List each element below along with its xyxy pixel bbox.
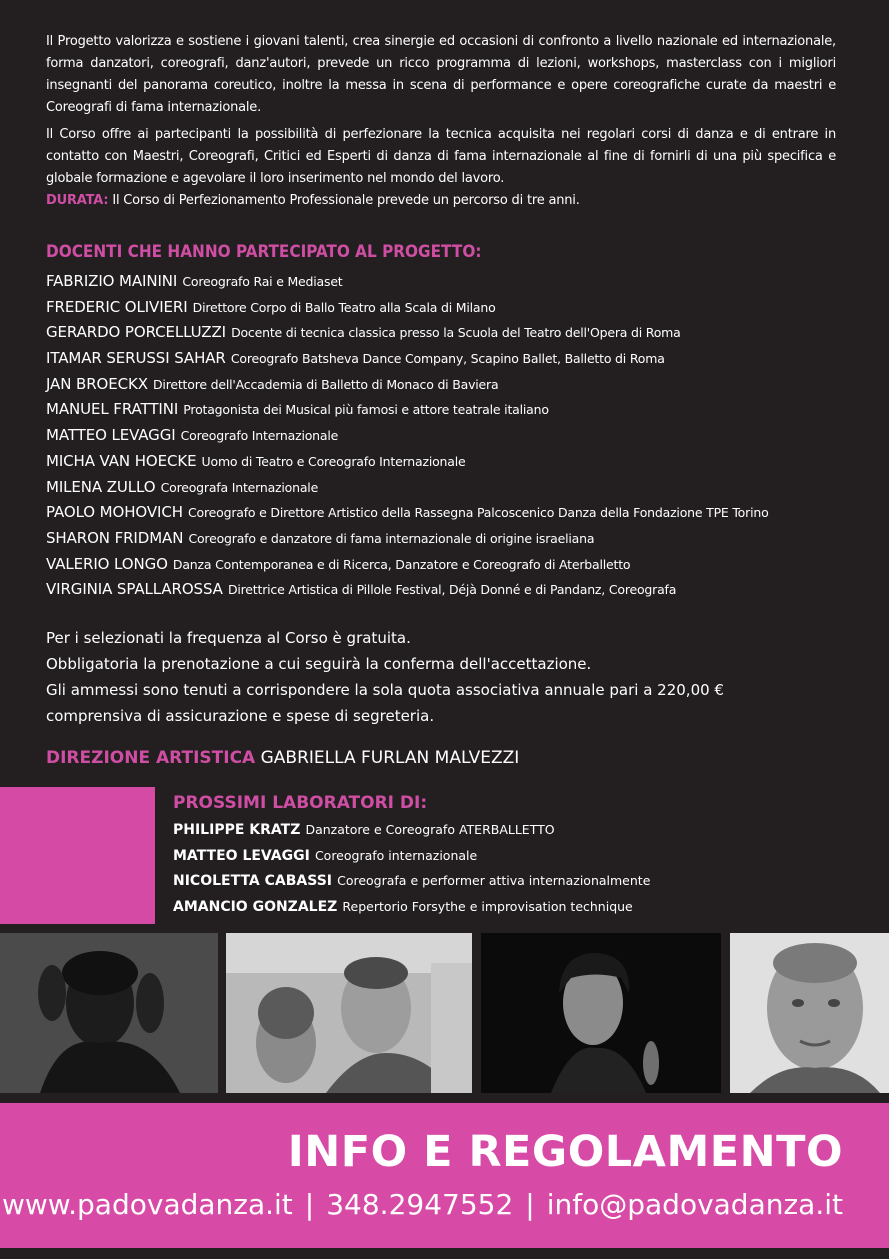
docente-name: PAOLO MOHOVICH (46, 503, 183, 522)
direzione-name: GABRIELLA FURLAN MALVEZZI (260, 748, 520, 768)
docente-name: SHARON FRIDMAN (46, 528, 184, 547)
durata-label: DURATA: (46, 193, 109, 208)
laboratori-title: PROSSIMI LABORATORI DI: (173, 793, 428, 813)
docente-role: Coreografa Internazionale (160, 479, 319, 495)
website-link[interactable]: www.padovadanza.it (2, 1188, 293, 1221)
docente-role: Direttore Corpo di Ballo Teatro alla Scala di Milano (192, 299, 496, 315)
intro-text (46, 31, 836, 212)
docente-item (46, 499, 846, 525)
laboratorio-role: Coreografa e performer attiva internazionalmente (337, 873, 651, 888)
intro-paragraph-2: Il Corso offre ai partecipanti la possibilità di perfezionare la tecnica acquisita nei regolari corsi di danza e di entrare in contatto con Maestri, Coreografi, Critici ed Esperti di danza di fama internazionale al fine di fornirli di una più specifica e globale formazione e agevolare il loro inserimento nel mondo del lavoro. (46, 127, 836, 186)
docenti-title: DOCENTI CHE HANNO PARTECIPATO AL PROGETTO: (46, 242, 482, 262)
docente-name: MATTEO LEVAGGI (46, 426, 176, 445)
docente-role: Coreografo Rai e Mediaset (182, 274, 343, 289)
docente-role: Danza Contemporanea e di Ricerca, Danzatore e Coreografo di Aterballetto (172, 556, 631, 572)
docente-item (46, 551, 846, 577)
info-line: comprensiva di assicurazione e spese di segreteria. (46, 707, 435, 725)
info-line: Per i selezionati la frequenza al Corso è gratuita. (46, 629, 411, 647)
laboratorio-role: Danzatore e Coreografo ATERBALLETTO (305, 822, 555, 837)
photo-dancer-3 (481, 933, 721, 1093)
docente-name: MILENA ZULLO (46, 477, 156, 496)
durata-text: Il Corso di Perfezionamento Professionale prevede un percorso di tre anni. (112, 193, 580, 208)
footer-contacts (2, 1188, 843, 1221)
laboratori-block (173, 790, 873, 918)
footer-banner (0, 1103, 889, 1248)
decorative-pink-block (0, 787, 155, 924)
docente-item (46, 576, 846, 602)
laboratorio-name: PHILIPPE KRATZ (173, 822, 301, 838)
docente-item (46, 294, 846, 320)
phone-number[interactable]: 348.2947552 (326, 1188, 514, 1221)
docente-name: JAN BROECKX (46, 374, 148, 393)
laboratori-list (173, 816, 873, 918)
docente-name: FREDERIC OLIVIERI (46, 297, 188, 316)
laboratorio-item (173, 893, 873, 919)
docente-name: ITAMAR SERUSSI SAHAR (46, 349, 226, 368)
info-line: Gli ammessi sono tenuti a corrispondere la sola quota associativa annuale pari a 220,00 € (46, 681, 724, 699)
docente-item (46, 474, 846, 500)
docente-role: Docente di tecnica classica presso la Scuola del Teatro dell'Opera di Roma (231, 325, 681, 341)
info-block (46, 625, 846, 729)
laboratorio-role: Coreografo internazionale (314, 847, 478, 863)
separator: | (304, 1188, 315, 1221)
docente-role: Coreografo Internazionale (180, 428, 339, 444)
laboratorio-item (173, 867, 873, 893)
docente-role: Uomo di Teatro e Coreografo Internazionale (201, 453, 466, 469)
intro-paragraph-1: Il Progetto valorizza e sostiene i giovani talenti, crea sinergie ed occasioni di confronto a livello nazionale ed internazionale, forma danzatori, coreografi, danz'autori, prevede un ricco programma di lezioni, workshops, masterclass con i migliori insegnanti del panorama coreutico, inoltre la messa in scena di performance e opere coreografiche curate da maestri e Coreografi di fama internazionale. (46, 34, 836, 115)
email-link[interactable]: info@padovadanza.it (546, 1188, 843, 1221)
docenti-list (46, 268, 846, 602)
laboratorio-name: AMANCIO GONZALEZ (173, 898, 338, 915)
docente-name: VIRGINIA SPALLAROSSA (46, 580, 223, 599)
docente-item (46, 525, 846, 551)
separator: | (525, 1188, 535, 1221)
docente-name: VALERIO LONGO (46, 554, 168, 573)
docente-name: FABRIZIO MAININI (46, 272, 178, 290)
durata-line (46, 190, 836, 212)
photo-strip (0, 933, 889, 1093)
photo-dancer-4 (730, 933, 889, 1093)
laboratorio-item (173, 842, 873, 868)
docente-item (46, 268, 846, 294)
docente-role: Direttore dell'Accademia di Balletto di Monaco di Baviera (153, 376, 499, 392)
laboratorio-role: Repertorio Forsythe e improvisation technique (342, 898, 633, 914)
docente-item (46, 422, 846, 448)
footer-title: INFO E REGOLAMENTO (287, 1127, 843, 1177)
docente-name: MICHA VAN HOECKE (46, 451, 197, 470)
docente-name: GERARDO PORCELLUZZI (46, 323, 226, 342)
docente-item (46, 448, 846, 474)
photo-dancer-1 (0, 933, 218, 1093)
laboratorio-item (173, 816, 873, 842)
laboratorio-name: NICOLETTA CABASSI (173, 873, 332, 889)
docente-item (46, 345, 846, 371)
docente-role: Coreografo Batsheva Dance Company, Scapino Ballet, Balletto di Roma (230, 351, 665, 367)
docente-item (46, 371, 846, 397)
docente-item (46, 319, 846, 345)
docente-item (46, 396, 846, 422)
docente-role: Coreografo e Direttore Artistico della Rassegna Palcoscenico Danza della Fondazione TPE Torino (188, 505, 769, 521)
docente-name: MANUEL FRATTINI (46, 400, 179, 419)
docente-role: Coreografo e danzatore di fama internazionale di origine israeliana (188, 530, 595, 546)
laboratorio-name: MATTEO LEVAGGI (173, 847, 310, 864)
direzione-label: DIREZIONE ARTISTICA (46, 748, 256, 768)
docente-role: Direttrice Artistica di Pillole Festival, Déjà Donné e di Pandanz, Coreografa (227, 582, 677, 598)
direzione-artistica (46, 748, 519, 768)
photo-dancer-2 (226, 933, 472, 1093)
info-line: Obbligatoria la prenotazione a cui seguirà la conferma dell'accettazione. (46, 655, 592, 673)
docente-role: Protagonista dei Musical più famosi e attore teatrale italiano (183, 402, 549, 418)
